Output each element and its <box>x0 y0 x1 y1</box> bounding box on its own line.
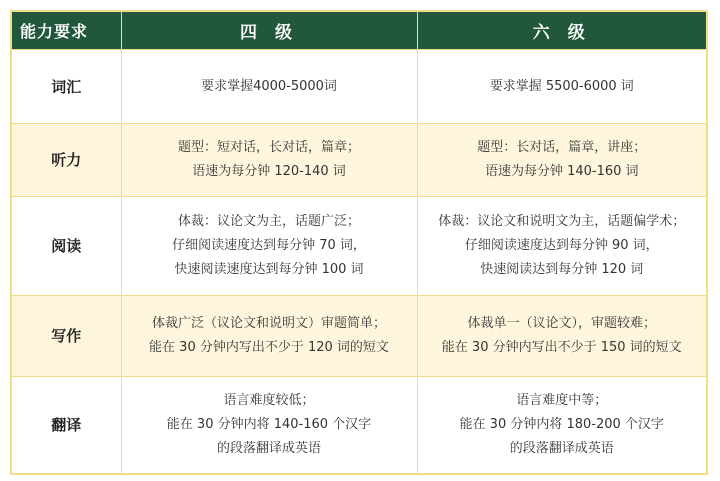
cell-line: 体裁：议论文和说明文为主，话题偏学术； <box>438 214 686 229</box>
cet6-cell <box>417 197 707 296</box>
cet6-cell <box>417 377 707 475</box>
cell-line: 快速阅读速度达到每分钟 100 词 <box>174 262 364 277</box>
cet6-cell <box>417 50 707 124</box>
row-label: 写作 <box>11 296 121 377</box>
cet4-cet6-comparison-table <box>10 10 708 475</box>
cell-line: 语速为每分钟 140-160 词 <box>484 164 639 179</box>
cell-line: 体裁单一（议论文），审题较难； <box>467 316 656 331</box>
cell-line: 题型：短对话，长对话，篇章； <box>177 140 360 155</box>
cet4-cell <box>121 50 417 124</box>
cell-line: 语言难度较低； <box>223 393 315 408</box>
cell-line: 的段落翻译成英语 <box>216 441 321 456</box>
cell-line: 能在 30 分钟内将 180-200 个汉字 <box>459 417 664 432</box>
cell-line: 题型：长对话，篇章，讲座； <box>477 140 647 155</box>
cell-line: 能在 30 分钟内写出不少于 150 词的短文 <box>441 340 682 355</box>
cell-line: 语速为每分钟 120-140 词 <box>192 164 346 179</box>
cet4-cell <box>121 197 417 296</box>
cell-line: 的段落翻译成英语 <box>509 441 614 456</box>
cet4-cell <box>121 296 417 377</box>
header-cet4: 四 级 <box>121 11 417 50</box>
cet4-cell <box>121 124 417 197</box>
cet6-cell <box>417 124 707 197</box>
header-cet6: 六 级 <box>417 11 707 50</box>
cell-line: 体裁广泛（议论文和说明文）审题简单； <box>151 316 386 331</box>
table-row-reading <box>11 197 707 296</box>
table-row-translation <box>11 377 707 475</box>
cell-line: 仔细阅读速度达到每分钟 90 词， <box>464 238 659 253</box>
cell-line: 要求掌握4000-5000词 <box>201 78 337 94</box>
row-label: 词汇 <box>11 50 121 124</box>
table-header-row <box>11 11 707 50</box>
row-label: 阅读 <box>11 197 121 296</box>
header-ability: 能力要求 <box>11 11 121 50</box>
cet6-cell <box>417 296 707 377</box>
cell-line: 语言难度中等； <box>516 393 608 408</box>
table-row-writing <box>11 296 707 377</box>
cell-line: 体裁：议论文为主，话题广泛； <box>177 214 360 229</box>
cet4-cell <box>121 377 417 475</box>
cell-line: 要求掌握 5500-6000 词 <box>489 78 634 94</box>
row-label: 翻译 <box>11 377 121 475</box>
table-row-vocabulary <box>11 50 707 124</box>
cell-line: 仔细阅读速度达到每分钟 70 词， <box>172 238 366 253</box>
row-label: 听力 <box>11 124 121 197</box>
comparison-table-container <box>10 10 710 471</box>
cell-line: 能在 30 分钟内将 140-160 个汉字 <box>166 417 372 432</box>
cell-line: 快速阅读达到每分钟 120 词 <box>480 262 644 277</box>
table-row-listening <box>11 124 707 197</box>
cell-line: 能在 30 分钟内写出不少于 120 词的短文 <box>149 340 389 355</box>
